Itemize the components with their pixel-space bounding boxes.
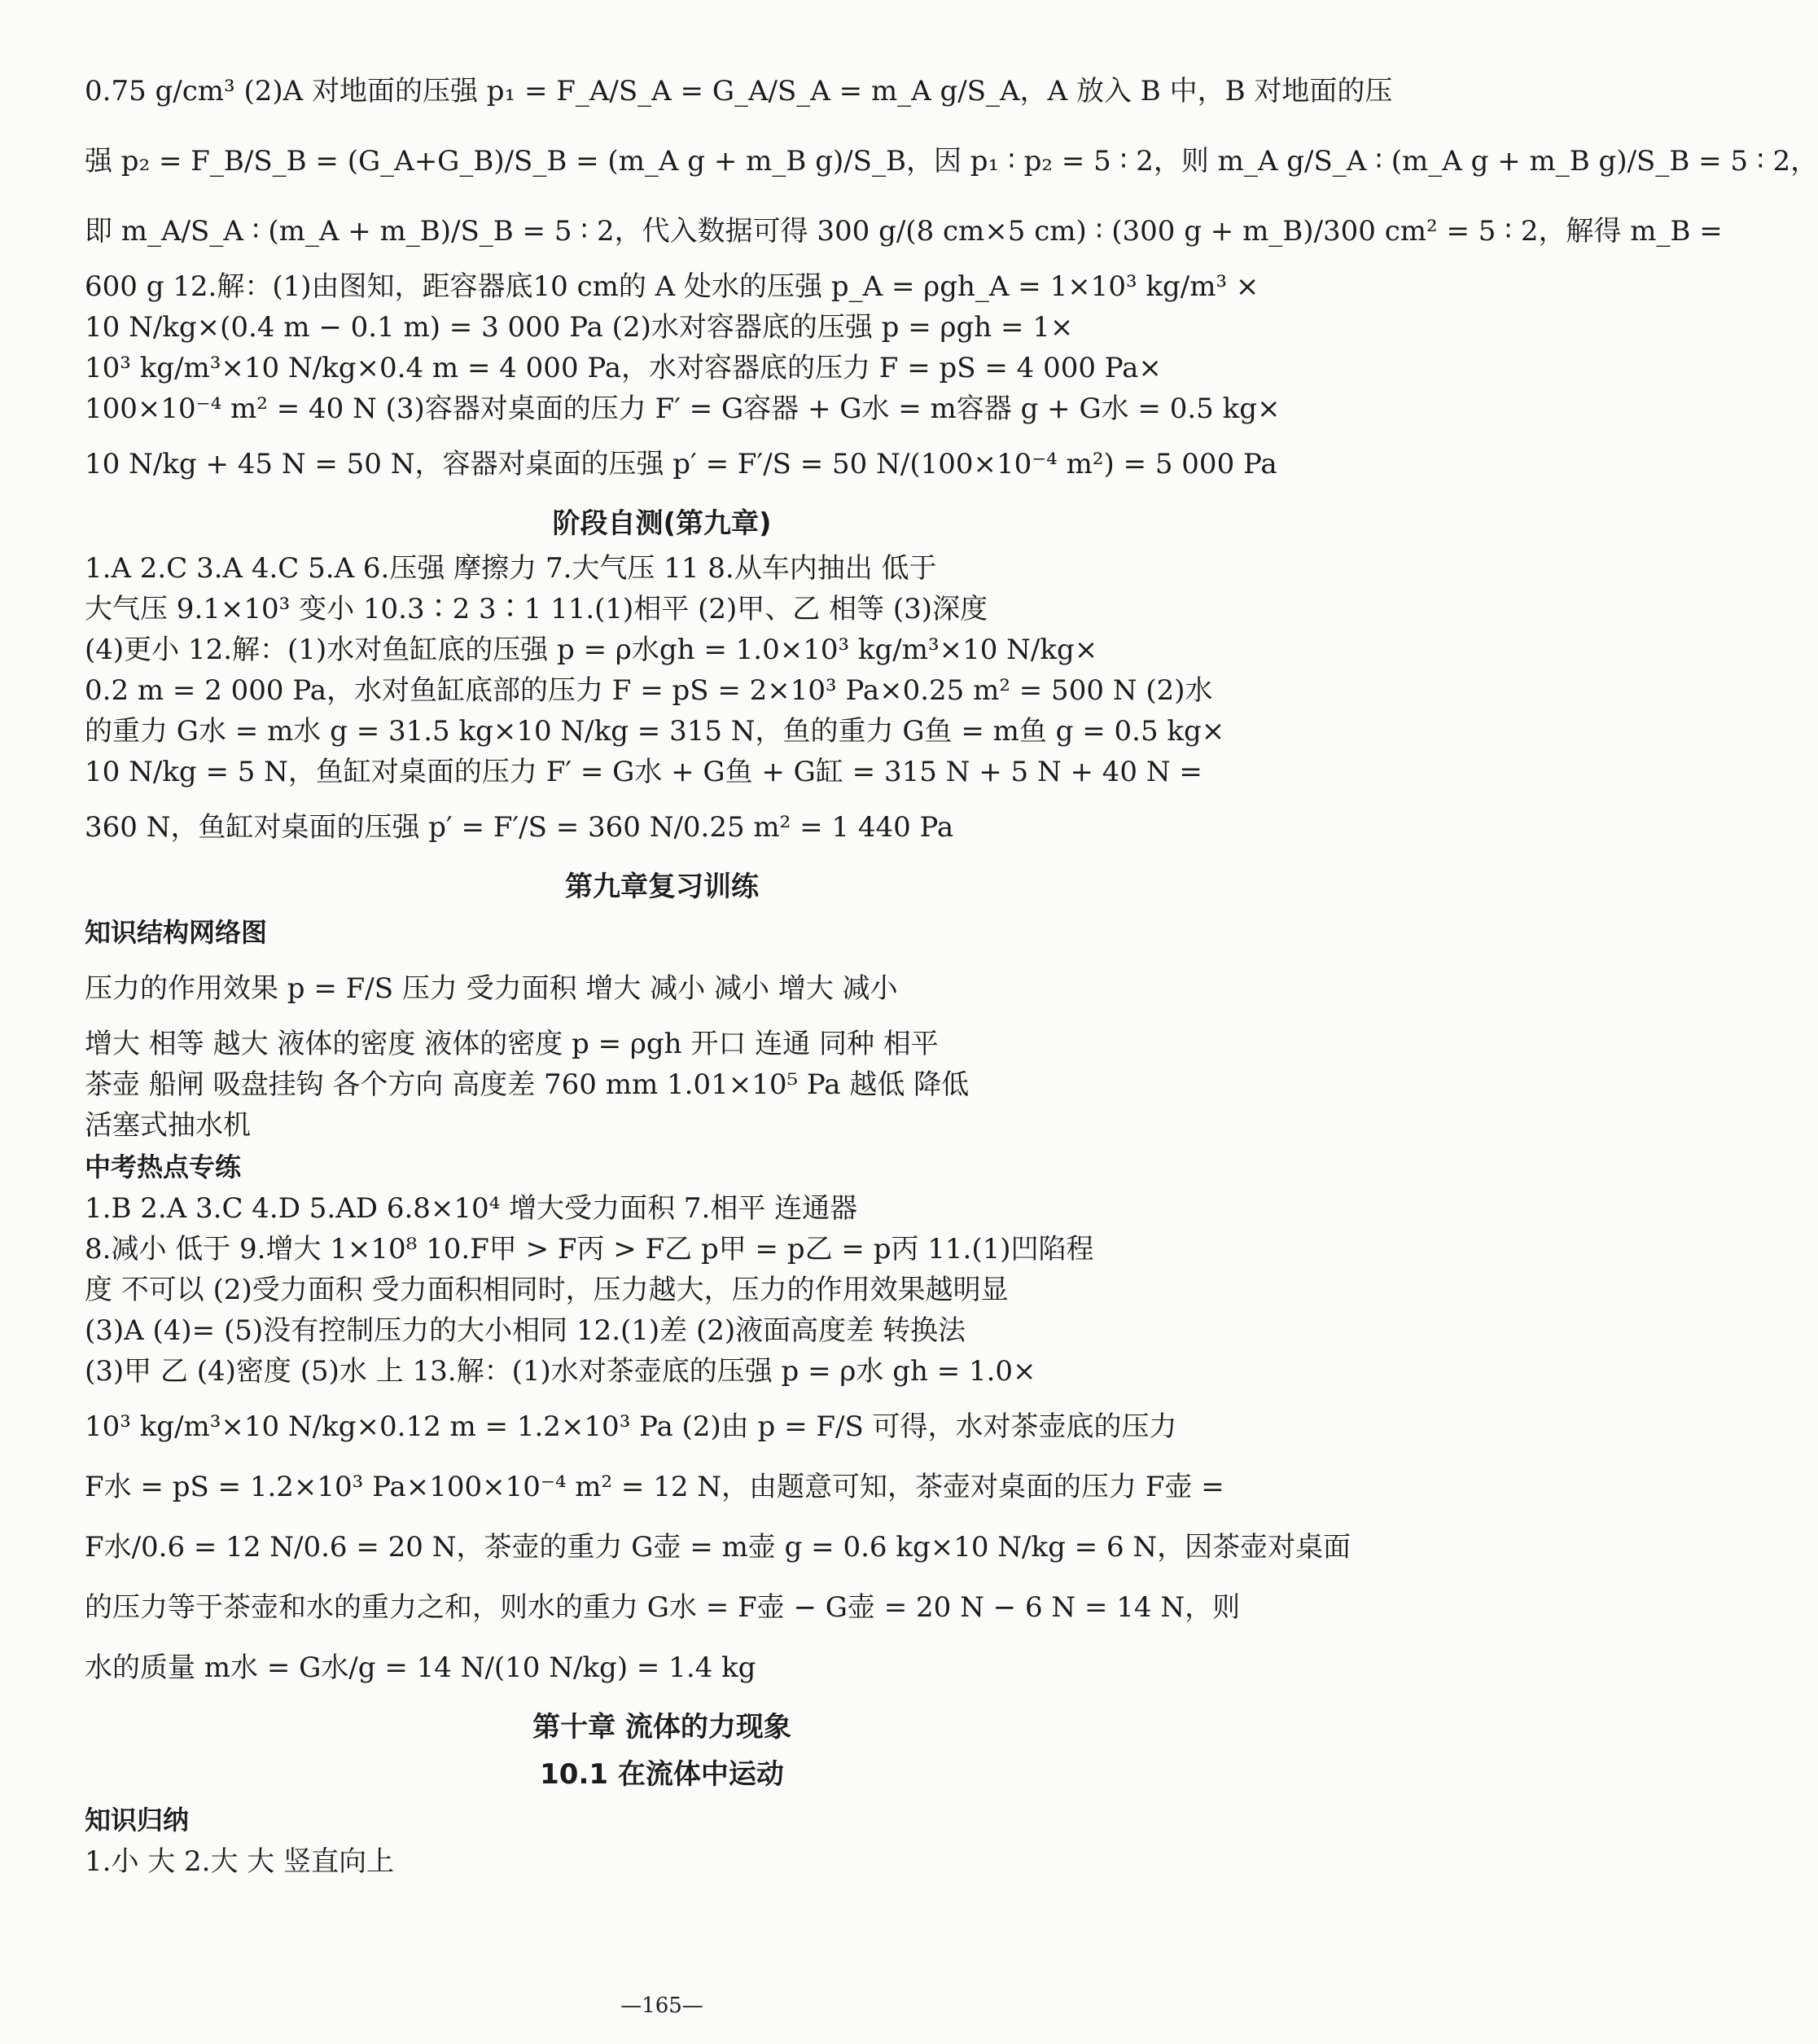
text-line: 大气压 9.1×10³ 变小 10.3∶2 3∶1 11.(1)相平 (2)甲、乙 相等 (3)深度 (85, 593, 988, 625)
text-line: (3)甲 乙 (4)密度 (5)水 上 13.解：(1)水对茶壶底的压强 p = ρ水 gh = 1.0× (85, 1355, 1036, 1388)
text-line: F水 = pS = 1.2×10³ Pa×100×10⁻⁴ m² = 12 N，由题意可知，茶壶对桌面的压力 F壶 = (85, 1471, 1224, 1503)
section-heading: 第九章复习训练 (565, 871, 759, 903)
text-line: 8.减小 低于 9.增大 1×10⁸ 10.F甲 > F丙 > F乙 p甲 = p乙 = p丙 11.(1)凹陷程 (85, 1233, 1094, 1265)
text-line: 的重力 G水 = m水 g = 31.5 kg×10 N/kg = 315 N，鱼的重力 G鱼 = m鱼 g = 0.5 kg× (85, 715, 1225, 748)
text-line: 压力的作用效果 p = F/S 压力 受力面积 增大 减小 减小 增大 减小 (85, 972, 898, 1005)
text-line: 10³ kg/m³×10 N/kg×0.12 m = 1.2×10³ Pa (2)由 p = F/S 可得，水对茶壶底的压力 (85, 1410, 1177, 1443)
text-line: 600 g 12.解：(1)由图知，距容器底10 cm的 A 处水的压强 p_A = ρgh_A = 1×10³ kg/m³ × (85, 270, 1259, 303)
text-line: 度 不可以 (2)受力面积 受力面积相同时，压力越大，压力的作用效果越明显 (85, 1274, 1009, 1306)
text-line: 0.2 m = 2 000 Pa，水对鱼缸底部的压力 F = pS = 2×10³ Pa×0.25 m² = 500 N (2)水 (85, 674, 1213, 707)
text-line: 100×10⁻⁴ m² = 40 N (3)容器对桌面的压力 F′ = G容器 + G水 = m容器 g + G水 = 0.5 kg× (85, 393, 1281, 425)
text-line: 10 N/kg×(0.4 m − 0.1 m) = 3 000 Pa (2)水对容器底的压强 p = ρgh = 1× (85, 311, 1074, 344)
page-number: —165— (620, 1994, 703, 2018)
section-heading: 10.1 在流体中运动 (540, 1758, 784, 1791)
text-line: 茶壶 船闸 吸盘挂钩 各个方向 高度差 760 mm 1.01×10⁵ Pa 越低 降低 (85, 1068, 970, 1101)
text-line: 0.75 g/cm³ (2)A 对地面的压强 p₁ = F_A/S_A = G_A/S_A = m_A g/S_A，A 放入 B 中，B 对地面的压 (85, 75, 1393, 107)
text-line: 1.小 大 2.大 大 竖直向上 (85, 1845, 395, 1878)
text-line: 10³ kg/m³×10 N/kg×0.4 m = 4 000 Pa，水对容器底的压力 F = pS = 4 000 Pa× (85, 352, 1162, 384)
text-line: (3)A (4)= (5)没有控制压力的大小相同 12.(1)差 (2)液面高度差 转换法 (85, 1314, 966, 1347)
subsection-heading: 知识归纳 (85, 1805, 190, 1836)
text-line: 1.B 2.A 3.C 4.D 5.AD 6.8×10⁴ 增大受力面积 7.相平 连通器 (85, 1192, 858, 1225)
text-line: 增大 相等 越大 液体的密度 液体的密度 p = ρgh 开口 连通 同种 相平 (85, 1028, 939, 1060)
chapter-heading: 第十章 流体的力现象 (532, 1711, 791, 1744)
subsection-heading: 中考热点专练 (85, 1151, 242, 1182)
text-line: 10 N/kg + 45 N = 50 N，容器对桌面的压强 p′ = F′/S = 50 N/(100×10⁻⁴ m²) = 5 000 Pa (85, 448, 1277, 480)
text-line: 10 N/kg = 5 N，鱼缸对桌面的压力 F′ = G水 + G鱼 + G缸 = 315 N + 5 N + 40 N = (85, 756, 1203, 788)
text-line: F水/0.6 = 12 N/0.6 = 20 N，茶壶的重力 G壶 = m壶 g = 0.6 kg×10 N/kg = 6 N，因茶壶对桌面 (85, 1531, 1351, 1564)
text-line: 1.A 2.C 3.A 4.C 5.A 6.压强 摩擦力 7.大气压 11 8.从车内抽出 低于 (85, 552, 937, 585)
text-line: 活塞式抽水机 (85, 1109, 251, 1142)
text-line: 360 N，鱼缸对桌面的压强 p′ = F′/S = 360 N/0.25 m² = 1 440 Pa (85, 811, 954, 844)
subsection-heading: 知识结构网络图 (85, 917, 268, 948)
text-line: 的压力等于茶壶和水的重力之和，则水的重力 G水 = F壶 − G壶 = 20 N − 6 N = 14 N，则 (85, 1591, 1241, 1624)
text-line: 强 p₂ = F_B/S_B = (G_A+G_B)/S_B = (m_A g + m_B g)/S_B，因 p₁ ∶ p₂ = 5 ∶ 2，则 m_A g/S_A ∶ (m_A g + m_B g)/S_B = 5 ∶ 2， (85, 145, 1818, 178)
section-heading: 阶段自测(第九章) (552, 507, 772, 540)
text-line: 水的质量 m水 = G水/g = 14 N/(10 N/kg) = 1.4 kg (85, 1651, 756, 1684)
text-line: (4)更小 12.解：(1)水对鱼缸底的压强 p = ρ水gh = 1.0×10³ kg/m³×10 N/kg× (85, 634, 1098, 666)
text-line: 即 m_A/S_A ∶ (m_A + m_B)/S_B = 5 ∶ 2，代入数据可得 300 g/(8 cm×5 cm) ∶ (300 g + m_B)/300 cm² = 5 ∶ 2，解得 m_B = (85, 215, 1723, 248)
